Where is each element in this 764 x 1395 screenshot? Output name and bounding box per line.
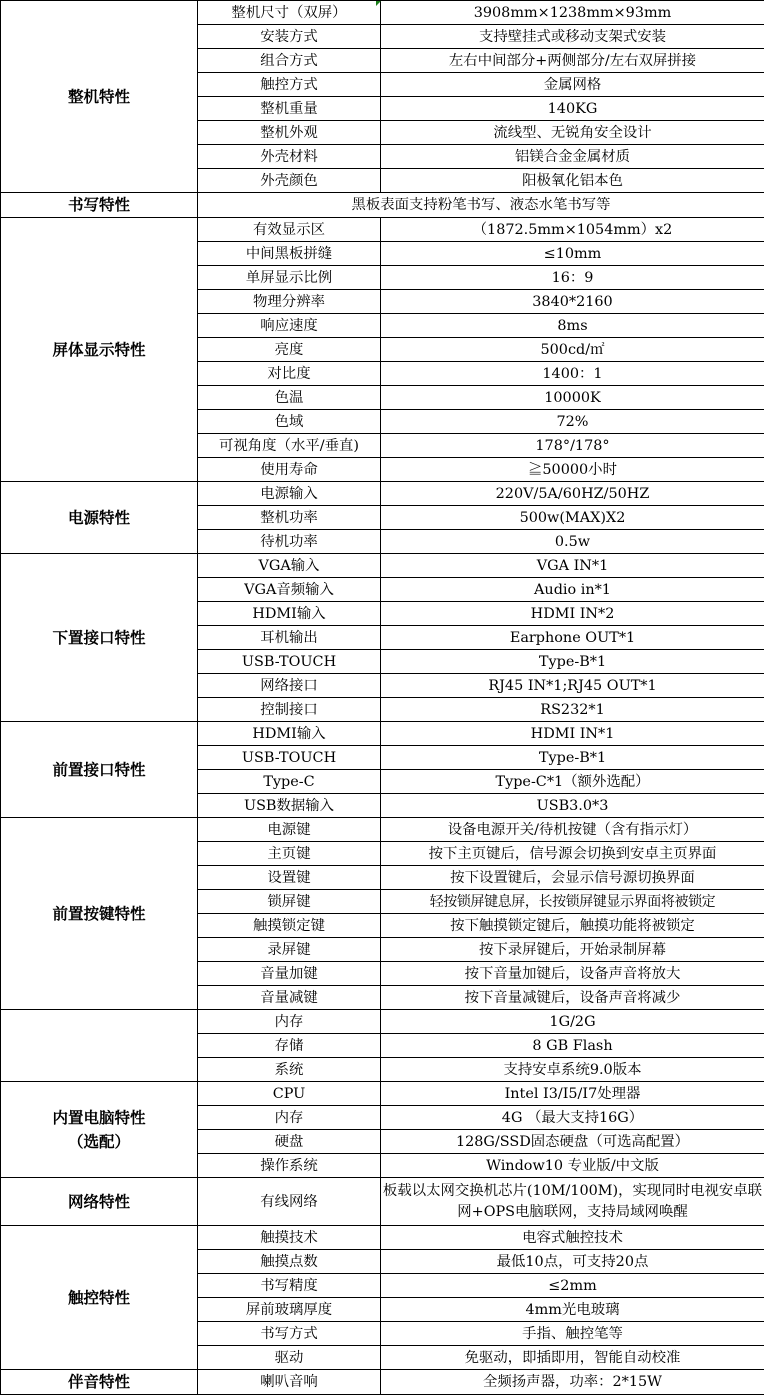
spec-name: 耳机输出 bbox=[198, 626, 381, 650]
spec-value: 500cd/㎡ bbox=[381, 338, 764, 362]
spec-row bbox=[1, 554, 764, 578]
spec-name: 响应速度 bbox=[198, 314, 381, 338]
spec-value: 按下音量减键后，设备声音将减少 bbox=[381, 986, 764, 1010]
spec-value: Intel I3/I5/I7处理器 bbox=[381, 1082, 764, 1106]
spec-value: 3840*2160 bbox=[381, 290, 764, 314]
spec-name: 外壳颜色 bbox=[198, 169, 381, 193]
category-title: 内置电脑特性 bbox=[52, 1109, 145, 1127]
cat-built-in-pc bbox=[1, 1082, 198, 1178]
spec-name: 音量加键 bbox=[198, 962, 381, 986]
spec-value: ≤2mm bbox=[381, 1274, 764, 1298]
spec-value: 流线型、无锐角安全设计 bbox=[381, 121, 764, 145]
category-title: 网络特性 bbox=[68, 1193, 130, 1211]
spec-name: 控制接口 bbox=[198, 698, 381, 722]
spec-name: 整机外观 bbox=[198, 121, 381, 145]
category-title: 屏体显示特性 bbox=[52, 341, 145, 359]
spec-value: 板载以太网交换机芯片(10M/100M)，实现同时电视安卓联网+OPS电脑联网，支持局域网唤醒 bbox=[381, 1178, 764, 1226]
spec-name: HDMI输入 bbox=[198, 722, 381, 746]
spec-name: 色域 bbox=[198, 410, 381, 434]
spec-name: 整机尺寸（双屏） bbox=[198, 1, 381, 25]
spec-value: 按下录屏键后，开始录制屏幕 bbox=[381, 938, 764, 962]
spec-name: 对比度 bbox=[198, 362, 381, 386]
spec-value: 按下主页键后，信号源会切换到安卓主页界面 bbox=[381, 842, 764, 866]
spec-row bbox=[1, 1082, 764, 1106]
category-title: 整机特性 bbox=[68, 88, 130, 106]
spec-name: 整机功率 bbox=[198, 506, 381, 530]
spec-value: 220V/5A/60HZ/50HZ bbox=[381, 482, 764, 506]
spec-value: 最低10点，可支持20点 bbox=[381, 1250, 764, 1274]
spec-row bbox=[1, 722, 764, 746]
spec-row bbox=[1, 818, 764, 842]
spec-value: 铝镁合金金属材质 bbox=[381, 145, 764, 169]
spec-merged-value: 黑板表面支持粉笔书写、液态水笔书写等 bbox=[198, 193, 764, 218]
spec-name: 待机功率 bbox=[198, 530, 381, 554]
cat-power bbox=[1, 482, 198, 554]
spec-name: 内存 bbox=[198, 1010, 381, 1034]
spec-value: 178°/178° bbox=[381, 434, 764, 458]
spec-name: 中间黑板拼缝 bbox=[198, 242, 381, 266]
spec-name: 主页键 bbox=[198, 842, 381, 866]
cat-whole-machine bbox=[1, 1, 198, 193]
spec-value: 按下触摸锁定键后，触摸功能将被锁定 bbox=[381, 914, 764, 938]
category-title: 电源特性 bbox=[68, 509, 130, 527]
spec-value: 8ms bbox=[381, 314, 764, 338]
spec-name: 锁屏键 bbox=[198, 890, 381, 914]
spec-value: 电容式触控技术 bbox=[381, 1226, 764, 1250]
spec-name: 驱动 bbox=[198, 1346, 381, 1370]
spec-value: Audio in*1 bbox=[381, 578, 764, 602]
spec-value: 500w(MAX)X2 bbox=[381, 506, 764, 530]
cat-android bbox=[1, 1010, 198, 1082]
spec-row bbox=[1, 193, 764, 218]
spec-name: 录屏键 bbox=[198, 938, 381, 962]
spec-name: 屏前玻璃厚度 bbox=[198, 1298, 381, 1322]
spec-row bbox=[1, 1, 764, 25]
spec-name: 设置键 bbox=[198, 866, 381, 890]
spec-value: 128G/SSD固态硬盘（可选高配置） bbox=[381, 1130, 764, 1154]
spec-name: 电源键 bbox=[198, 818, 381, 842]
spec-value: 4G （最大支持16G） bbox=[381, 1106, 764, 1130]
spec-name: VGA输入 bbox=[198, 554, 381, 578]
spec-name: 整机重量 bbox=[198, 97, 381, 121]
spec-value: 支持安卓系统9.0版本 bbox=[381, 1058, 764, 1082]
cat-writing: 书写特性 bbox=[1, 193, 198, 218]
spec-name: 外壳材料 bbox=[198, 145, 381, 169]
spec-value: 轻按锁屏键息屏，长按锁屏键显示界面将被锁定 bbox=[381, 890, 764, 914]
spec-value: 140KG bbox=[381, 97, 764, 121]
spec-value: USB3.0*3 bbox=[381, 794, 764, 818]
spec-row bbox=[1, 1010, 764, 1034]
cat-bottom-ports bbox=[1, 554, 198, 722]
spec-value: RS232*1 bbox=[381, 698, 764, 722]
spec-name: 操作系统 bbox=[198, 1154, 381, 1178]
spec-row bbox=[1, 482, 764, 506]
spec-name: 组合方式 bbox=[198, 49, 381, 73]
spec-value: 1400：1 bbox=[381, 362, 764, 386]
cat-display bbox=[1, 218, 198, 482]
spec-name: VGA音频输入 bbox=[198, 578, 381, 602]
spec-name: 音量减键 bbox=[198, 986, 381, 1010]
spec-value: Type-B*1 bbox=[381, 746, 764, 770]
spec-name: 内存 bbox=[198, 1106, 381, 1130]
spec-value: 0.5w bbox=[381, 530, 764, 554]
spec-name: 色温 bbox=[198, 386, 381, 410]
spec-row bbox=[1, 1178, 764, 1226]
spec-name: 存储 bbox=[198, 1034, 381, 1058]
spec-name: 触摸点数 bbox=[198, 1250, 381, 1274]
spec-value: ≤10mm bbox=[381, 242, 764, 266]
spec-value: 72% bbox=[381, 410, 764, 434]
spec-row bbox=[1, 218, 764, 242]
spec-value: 4mm光电玻璃 bbox=[381, 1298, 764, 1322]
spec-row bbox=[1, 1370, 764, 1395]
cat-network bbox=[1, 1178, 198, 1226]
cat-audio bbox=[1, 1370, 198, 1395]
spec-name: USB-TOUCH bbox=[198, 650, 381, 674]
spec-name: 书写精度 bbox=[198, 1274, 381, 1298]
spec-name: 使用寿命 bbox=[198, 458, 381, 482]
spec-value: 手指、触控笔等 bbox=[381, 1322, 764, 1346]
category-title: 触控特性 bbox=[68, 1289, 130, 1307]
spec-name: USB数据输入 bbox=[198, 794, 381, 818]
spec-name: 触控方式 bbox=[198, 73, 381, 97]
spec-name: 可视角度（水平/垂直) bbox=[198, 434, 381, 458]
spec-value: 支持壁挂式或移动支架式安装 bbox=[381, 25, 764, 49]
spec-name: 喇叭音响 bbox=[198, 1370, 381, 1395]
cell-comment-marker bbox=[376, 1, 381, 6]
category-title: 前置接口特性 bbox=[52, 761, 145, 779]
spec-name: 网络接口 bbox=[198, 674, 381, 698]
spec-value: 按下音量加键后，设备声音将放大 bbox=[381, 962, 764, 986]
spec-value: 左右中间部分+两侧部分/左右双屏拼接 bbox=[381, 49, 764, 73]
spec-value: 3908mm×1238mm×93mm bbox=[381, 1, 764, 25]
spec-value: 8 GB Flash bbox=[381, 1034, 764, 1058]
spec-name: CPU bbox=[198, 1082, 381, 1106]
spec-value: HDMI IN*1 bbox=[381, 722, 764, 746]
spec-value: 1G/2G bbox=[381, 1010, 764, 1034]
spec-name: 系统 bbox=[198, 1058, 381, 1082]
spec-name: HDMI输入 bbox=[198, 602, 381, 626]
spec-value: 全频扬声器，功率：2*15W bbox=[381, 1370, 764, 1395]
category-title: 伴音特性 bbox=[68, 1373, 130, 1391]
spec-value: VGA IN*1 bbox=[381, 554, 764, 578]
spec-value: HDMI IN*2 bbox=[381, 602, 764, 626]
spec-name: USB-TOUCH bbox=[198, 746, 381, 770]
spec-value: RJ45 IN*1;RJ45 OUT*1 bbox=[381, 674, 764, 698]
spec-name: 硬盘 bbox=[198, 1130, 381, 1154]
spec-value: Type-C*1（额外选配） bbox=[381, 770, 764, 794]
spec-name: 电源输入 bbox=[198, 482, 381, 506]
spec-value: （1872.5mm×1054mm）x2 bbox=[381, 218, 764, 242]
spec-name: 触摸技术 bbox=[198, 1226, 381, 1250]
cat-touch bbox=[1, 1226, 198, 1370]
spec-name: 亮度 bbox=[198, 338, 381, 362]
spec-name: 物理分辨率 bbox=[198, 290, 381, 314]
spec-table-body bbox=[1, 1, 764, 1395]
spec-value: ≧50000小时 bbox=[381, 458, 764, 482]
spec-row bbox=[1, 1226, 764, 1250]
category-title: 前置按键特性 bbox=[52, 905, 145, 923]
spec-value: 设备电源开关/待机按键（含有指示灯） bbox=[381, 818, 764, 842]
spec-value: Window10 专业版/中文版 bbox=[381, 1154, 764, 1178]
spec-value: 阳极氧化铝本色 bbox=[381, 169, 764, 193]
spec-name: 有线网络 bbox=[198, 1178, 381, 1226]
spec-value: 按下设置键后，会显示信号源切换界面 bbox=[381, 866, 764, 890]
spec-value: 16：9 bbox=[381, 266, 764, 290]
spec-name: 书写方式 bbox=[198, 1322, 381, 1346]
spec-value: Type-B*1 bbox=[381, 650, 764, 674]
spec-name: 有效显示区 bbox=[198, 218, 381, 242]
spec-value: Earphone OUT*1 bbox=[381, 626, 764, 650]
spec-value: 免驱动，即插即用，智能自动校准 bbox=[381, 1346, 764, 1370]
spec-name: 安装方式 bbox=[198, 25, 381, 49]
spec-name: Type-C bbox=[198, 770, 381, 794]
spec-value: 金属网格 bbox=[381, 73, 764, 97]
cat-front-keys bbox=[1, 818, 198, 1010]
category-note: （选配） bbox=[68, 1133, 130, 1151]
spec-name: 单屏显示比例 bbox=[198, 266, 381, 290]
spec-name: 触摸锁定键 bbox=[198, 914, 381, 938]
category-title: 下置接口特性 bbox=[52, 629, 145, 647]
cat-front-ports bbox=[1, 722, 198, 818]
spec-value: 10000K bbox=[381, 386, 764, 410]
